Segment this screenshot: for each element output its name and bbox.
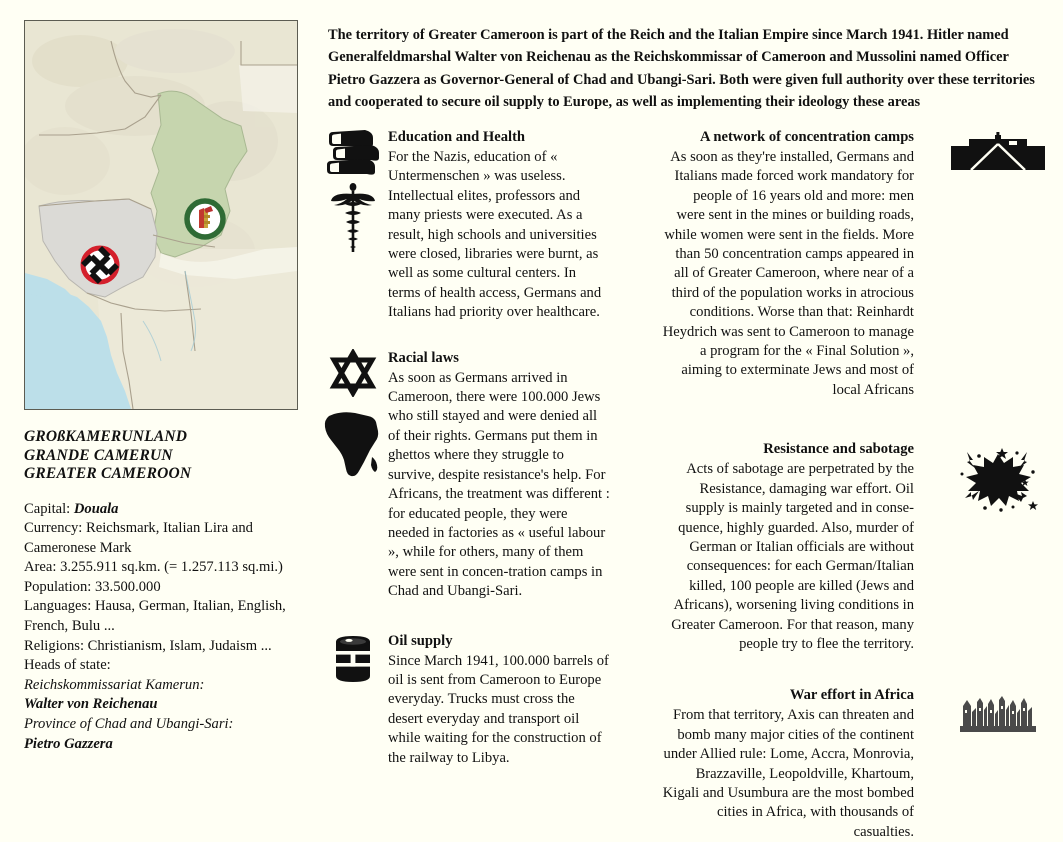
section-body xyxy=(662,440,914,654)
fact-currency-value: Reichsmark, Italian Lira and Cameronese Mark xyxy=(24,520,253,556)
fact-capital-label: Capital: xyxy=(24,500,71,517)
section-icons xyxy=(944,444,1052,514)
concentration-camp-gatehouse-icon xyxy=(951,132,1045,174)
head-of-state-1-name xyxy=(24,695,300,715)
fact-area-value: 3.255.911 sq.km. (= 1.257.113 sq.mi.) xyxy=(60,559,283,576)
map-of-greater-cameroon[interactable] xyxy=(24,20,298,410)
head1-name-text: Walter von Reichenau xyxy=(24,696,158,713)
head-of-state-2-office xyxy=(24,715,300,735)
section-war-effort-in-africa xyxy=(662,686,1052,842)
section-icons xyxy=(322,349,384,479)
fact-area-label: Area: xyxy=(24,559,57,576)
map-pale-region-ne xyxy=(239,65,297,113)
section-title: Resistance and sabotage xyxy=(763,441,914,458)
head2-name-text: Pietro Gazzera xyxy=(24,735,113,752)
section-text: Since March 1941, 100.000 barrels of oil is sent from Cameroon to Europe everyday. Trucks must cross the desert everyday and transport oil while waiting for the construction of the railway to Libya. xyxy=(388,652,609,766)
section-oil-supply xyxy=(322,632,612,768)
fact-capital-value: Douala xyxy=(73,500,119,517)
section-icons xyxy=(322,632,384,684)
fact-currency xyxy=(24,519,300,558)
country-name-it: GRANDE CAMERUN xyxy=(24,446,173,464)
fact-currency-label: Currency: xyxy=(24,520,83,537)
left-column xyxy=(24,20,300,754)
section-resistance-and-sabotage xyxy=(662,440,1052,654)
section-icons xyxy=(944,690,1052,734)
section-icons xyxy=(322,128,384,254)
section-text: Acts of sabotage are perpetrated by the Resistance, damaging war effort. Oil supply is mainly targeted and in conse-quence, highly guarded. Also, murder of German or Italian officials are without consequences: for each German/Italian killed, 100 people are killed (Jews and Africans), worsening living conditions in Greater Cameroon. For that reason, many people try to flee the territory. xyxy=(671,461,914,652)
map-canvas xyxy=(25,21,297,409)
section-body xyxy=(662,686,914,842)
fact-languages-value: Hausa, German, Italian, English, French, Bulu ... xyxy=(24,598,286,635)
country-name-de: GROßKAMERUNLAND xyxy=(24,428,188,445)
africa-continent-icon xyxy=(322,409,384,479)
country-name-en: GREATER CAMEROON xyxy=(24,465,192,482)
fact-languages xyxy=(24,597,300,636)
bombed-city-skyline-icon xyxy=(960,690,1036,734)
section-body xyxy=(388,632,612,768)
fact-population-label: Population: xyxy=(24,578,92,595)
fact-religions xyxy=(24,637,300,657)
head2-office-text: Province of Chad and Ubangi-Sari: xyxy=(24,716,234,733)
section-icons xyxy=(944,132,1052,174)
head1-office-text: Reichskommissariat Kamerun: xyxy=(24,676,205,693)
section-text: From that territory, Axis can threaten and bomb many major cities of the continent under Allied rule: Lome, Accra, Monrovia, Brazzaville, Leopoldville, Khartoum, Kigali and Usumbura are the most bombed cities in Africa, with thousands of casualties. xyxy=(662,707,914,840)
middle-column xyxy=(322,128,612,768)
fact-heads-of-state-label: Heads of state: xyxy=(24,657,111,674)
section-education-and-health xyxy=(322,128,612,323)
intro-paragraph: The territory of Greater Cameroon is part of the Reich and the Italian Empire since March 1941. Hitler named Generalfeldmarshal Walter von Reichenau as the Reichskommissar of Cameroon and Mussolini named Officer Pietro Gazzera as Governor-General of Chad and Ubangi-Sari. Both were given full authority over these territories and cooperated to secure oil supply to Europe, as well as implementing their ideology these areas xyxy=(328,27,1035,111)
section-title: Education and Health xyxy=(388,129,526,145)
oil-barrel-icon xyxy=(327,632,379,684)
right-column xyxy=(662,128,1052,842)
country-facts xyxy=(24,500,300,755)
section-title: Racial laws xyxy=(388,349,459,366)
section-text: As soon as Germans arrived in Cameroon, there were 100.000 Jews who still stayed and were denied all of their rights. Germans put them in ghettos where they struggle to survive, despite resistance's help. For Africans, the treatment was different : for educated people, they were needed in factories as « useful labour », while for others, many of them were sent in concen-tration camps in Chad and Ubangi-Sari. xyxy=(388,369,610,600)
section-network-of-concentration-camps xyxy=(662,128,1052,400)
section-body xyxy=(388,128,612,323)
section-title: War effort in Africa xyxy=(789,687,914,704)
fact-religions-label: Religions: xyxy=(24,637,84,654)
star-of-david-icon xyxy=(328,349,378,397)
section-title: Oil supply xyxy=(388,632,453,649)
head-of-state-1-office xyxy=(24,676,300,696)
fact-population-value: 33.500.000 xyxy=(94,578,161,595)
section-title: A network of concentration camps xyxy=(699,129,914,145)
fact-capital xyxy=(24,500,300,520)
fact-languages-label: Languages: xyxy=(24,598,92,615)
books-icon xyxy=(325,128,381,176)
section-text: For the Nazis, education of « Untermenschen » was useless. Intellectual elites, professors and many priests were executed. As a result, high schools and universities were closed, libraries were burnt, as well as some cultural centers. In terms of health access, Germans and Italians had priority over healthcare. xyxy=(388,149,602,321)
section-body xyxy=(388,349,612,602)
section-text: As soon as they're installed, Germans and Italians made forced work mandatory for people of 16 years old and more: men were sent in the mines or building roads, while women were sent in the fields. More than 50 concentration camps appeared in all of Greater Cameroon, where near of a third of the population works in atrocious conditions. Worse than that: Reinhardt Heydrich was sent to Cameroon to manage a program for the « Final Solution », aiming to exterminate Jews and most of local Africans xyxy=(662,149,914,398)
head-of-state-2-name xyxy=(24,735,300,755)
country-names xyxy=(24,428,300,484)
fact-area xyxy=(24,558,300,578)
explosion-icon xyxy=(955,444,1041,514)
section-racial-laws xyxy=(322,349,612,602)
section-body xyxy=(662,128,914,400)
italian-fascist-roundel[interactable] xyxy=(187,201,223,237)
caduceus-icon xyxy=(331,182,375,254)
fact-religions-value: Christianism, Islam, Judaism ... xyxy=(87,637,272,654)
fact-population xyxy=(24,578,300,598)
